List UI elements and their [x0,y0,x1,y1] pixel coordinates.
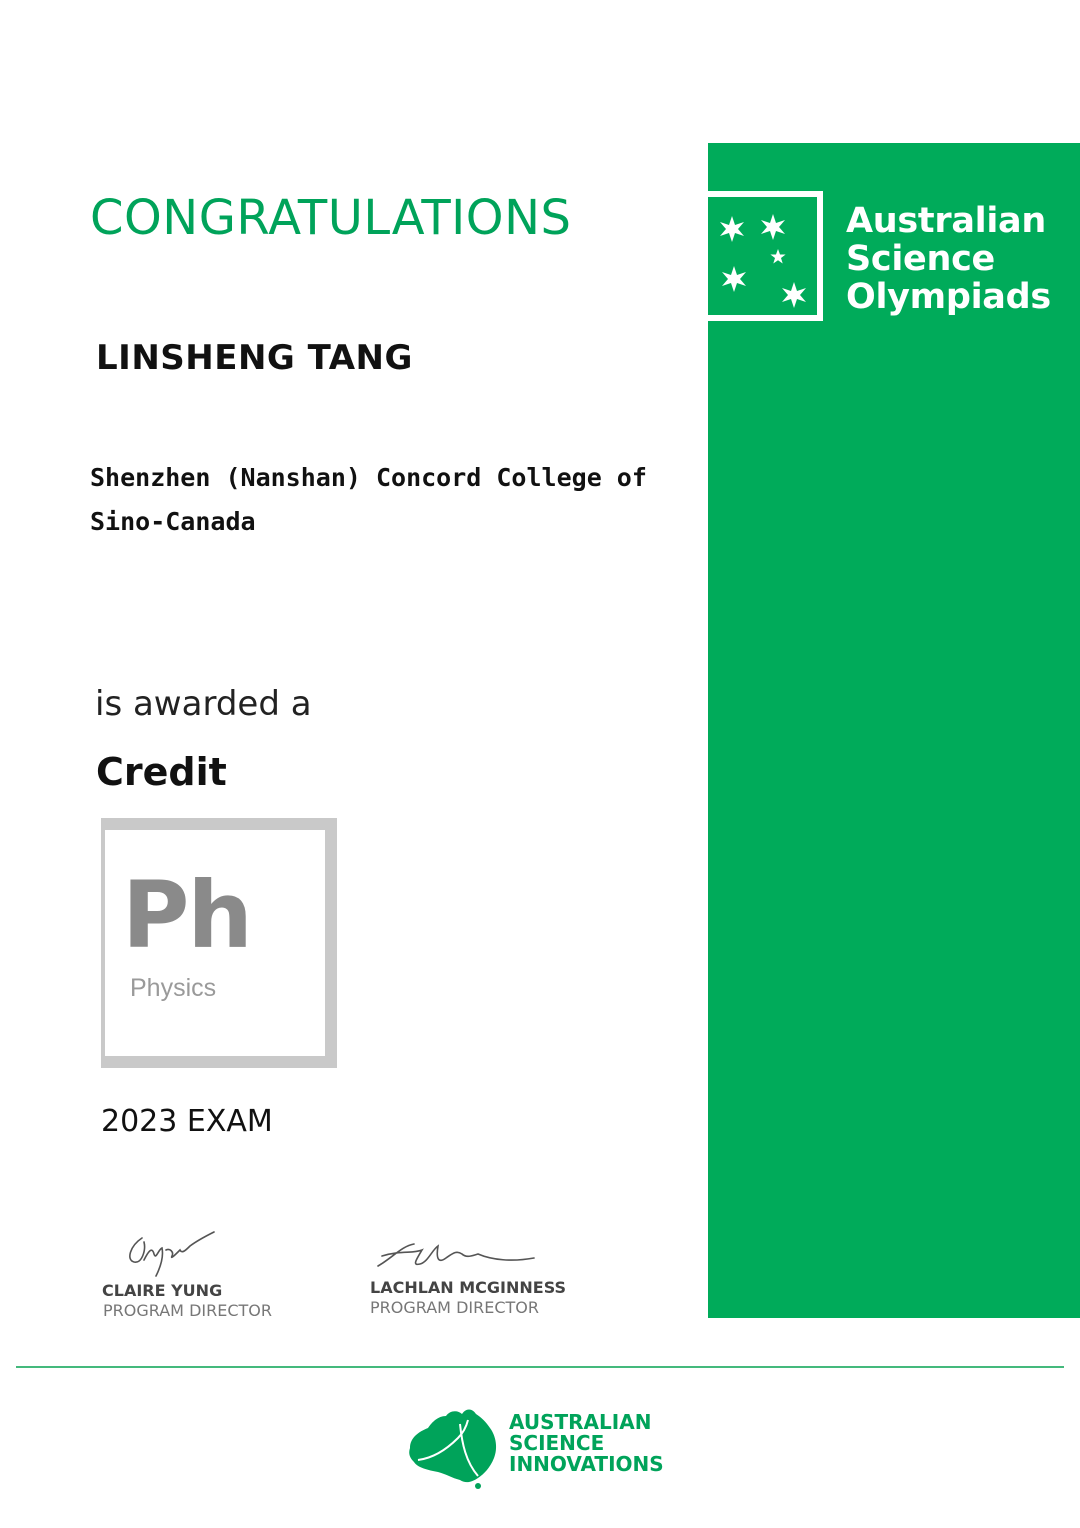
signatory-2-title: PROGRAM DIRECTOR [370,1298,539,1317]
headline: CONGRATULATIONS [90,190,572,246]
star-icon [720,216,744,242]
exam-year: 2023 EXAM [101,1104,273,1139]
star-icon [770,249,785,264]
aso-wordmark-line3: Olympiads [846,277,1051,317]
star-icon [722,266,746,292]
star-icon [761,214,785,240]
awarded-text: is awarded a [95,684,312,724]
recipient-name: LINSHENG TANG [96,338,413,378]
asi-wordmark-line2: SCIENCE [509,1431,605,1455]
southern-cross-stars-icon [706,191,823,321]
signature-2-graphic [372,1236,542,1276]
aso-wordmark-line2: Science [846,239,995,279]
school-name-line1: Shenzhen (Nanshan) Concord College of [90,463,647,492]
star-icon [782,282,806,308]
australia-map-icon [404,1404,500,1490]
school-name-line2: Sino-Canada [90,507,256,536]
signature-1-graphic [120,1224,220,1284]
aso-wordmark-line1: Australian [846,201,1046,241]
footer-divider [16,1366,1064,1368]
asi-wordmark-line3: INNOVATIONS [509,1452,664,1476]
signatory-1-name: CLAIRE YUNG [102,1281,223,1300]
signatory-2-name: LACHLAN MCGINNESS [370,1278,567,1297]
asi-wordmark-line1: AUSTRALIAN [509,1410,652,1434]
aso-wordmark [846,202,1076,316]
signatory-1-title: PROGRAM DIRECTOR [103,1301,272,1320]
award-level: Credit [96,750,227,794]
school-name [90,456,650,544]
asi-wordmark [509,1412,664,1475]
element-symbol: Ph [122,862,251,969]
element-name: Physics [130,974,217,1002]
